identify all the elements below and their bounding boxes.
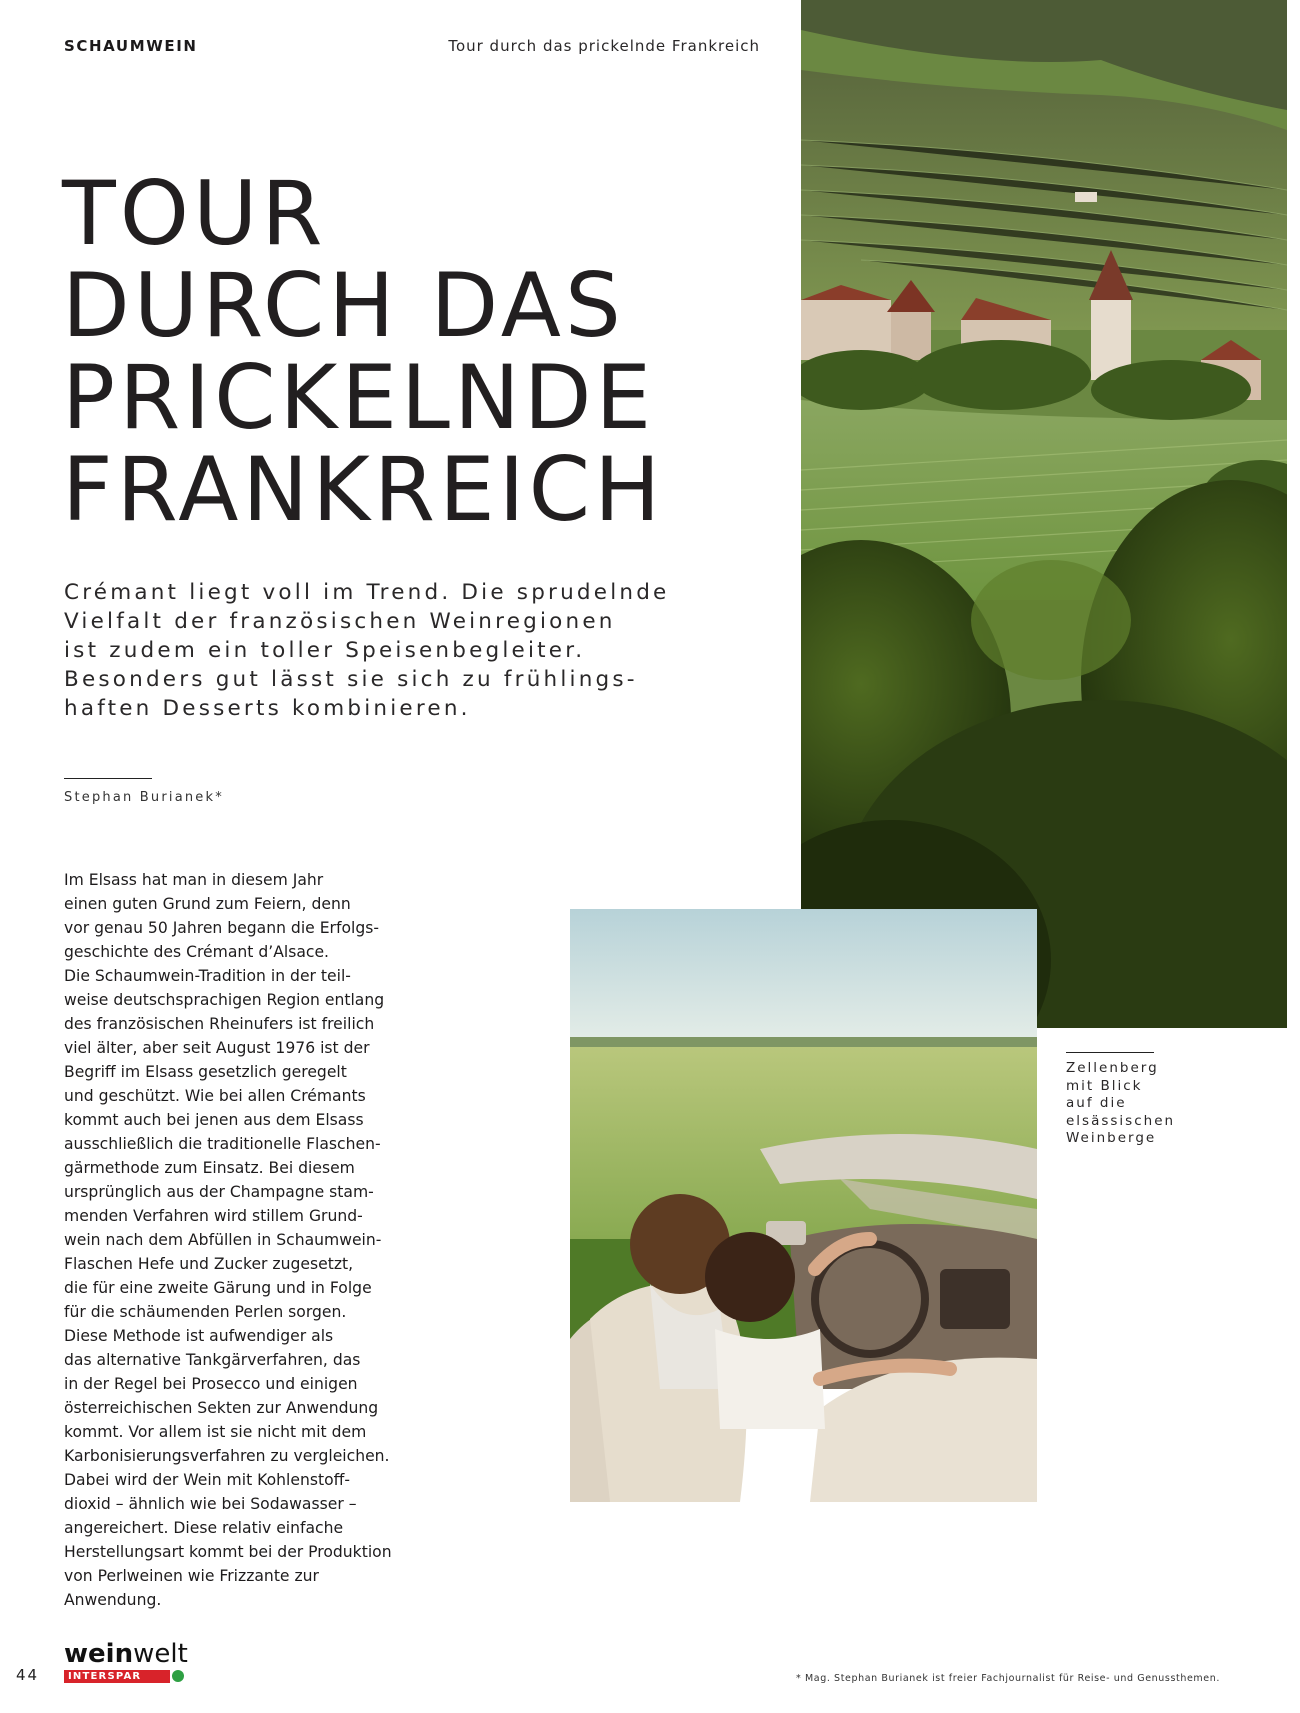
body-line: ausschließlich die traditionelle Flaschen- xyxy=(64,1135,381,1153)
body-line: Die Schaumwein-Tradition in der teil- xyxy=(64,967,351,985)
caption-rule xyxy=(1066,1052,1154,1053)
body-line: einen guten Grund zum Feiern, denn xyxy=(64,895,351,913)
headline-line: DURCH DAS xyxy=(62,254,625,357)
footnote: * Mag. Stephan Burianek ist freier Fachjournalist für Reise- und Genussthemen. xyxy=(796,1673,1220,1684)
photo-caption xyxy=(1066,1060,1175,1148)
logo-word-bold: wein xyxy=(64,1639,134,1669)
body-line: menden Verfahren wird stillem Grund- xyxy=(64,1207,363,1225)
leaf-icon xyxy=(172,1670,184,1682)
body-line: für die schäumenden Perlen sorgen. xyxy=(64,1303,347,1321)
logo-interspar-bar xyxy=(64,1670,170,1683)
caption-line: elsässischen xyxy=(1066,1112,1176,1129)
vineyard-photo xyxy=(801,0,1287,1028)
headline-line: TOUR xyxy=(62,162,327,265)
body-line: des französischen Rheinufers ist freilich xyxy=(64,1015,375,1033)
logo-word-light: welt xyxy=(133,1639,188,1669)
headline-line: FRANKREICH xyxy=(62,438,665,541)
body-line: Im Elsass hat man in diesem Jahr xyxy=(64,871,324,889)
body-line: vor genau 50 Jahren begann die Erfolgs- xyxy=(64,919,379,937)
body-line: dioxid – ähnlich wie bei Sodawasser – xyxy=(64,1495,357,1513)
body-line: die für eine zweite Gärung und in Folge xyxy=(64,1279,372,1297)
body-line: wein nach dem Abfüllen in Schaumwein- xyxy=(64,1231,382,1249)
body-line: Anwendung. xyxy=(64,1591,162,1609)
author-byline: Stephan Burianek* xyxy=(64,790,224,805)
caption-line: auf die xyxy=(1066,1095,1127,1111)
lead-line: Besonders gut lässt sie sich zu frühlings- xyxy=(64,667,638,692)
lead-line: Vielfalt der französischen Weinregionen xyxy=(64,609,616,634)
headline xyxy=(62,162,665,541)
convertible-photo xyxy=(570,909,1037,1502)
logo-wordmark xyxy=(64,1639,188,1669)
body-line: ursprünglich aus der Champagne stam- xyxy=(64,1183,374,1201)
lead-line: haften Desserts kombinieren. xyxy=(64,696,471,721)
author-rule xyxy=(64,778,152,779)
caption-line: Zellenberg xyxy=(1066,1060,1159,1076)
body-line: Begriff im Elsass gesetzlich geregelt xyxy=(64,1063,347,1081)
body-line: Diese Methode ist aufwendiger als xyxy=(64,1327,334,1345)
lead-line: Crémant liegt voll im Trend. Die sprudelnde xyxy=(64,580,670,605)
body-line: Dabei wird der Wein mit Kohlenstoff- xyxy=(64,1471,350,1489)
lead-paragraph xyxy=(64,578,704,723)
body-line: Karbonisierungsverfahren zu vergleichen. xyxy=(64,1447,390,1465)
body-line: weise deutschsprachigen Region entlang xyxy=(64,991,385,1009)
caption-line: Weinberge xyxy=(1066,1130,1157,1146)
section-label: SCHAUMWEIN xyxy=(64,37,198,55)
logo-bar-text: INTERSPAR xyxy=(68,1671,142,1682)
body-line: gärmethode zum Einsatz. Bei diesem xyxy=(64,1159,355,1177)
headline-line: PRICKELNDE xyxy=(62,346,656,449)
body-line: viel älter, aber seit August 1976 ist der xyxy=(64,1039,370,1057)
body-text xyxy=(64,868,464,1612)
body-line: von Perlweinen wie Frizzante zur xyxy=(64,1567,319,1585)
body-line: geschichte des Crémant d’Alsace. xyxy=(64,943,330,961)
weinwelt-interspar-logo xyxy=(64,1639,188,1686)
body-line: kommt auch bei jenen aus dem Elsass xyxy=(64,1111,364,1129)
running-title: Tour durch das prickelnde Frankreich xyxy=(448,37,760,55)
body-line: österreichischen Sekten zur Anwendung xyxy=(64,1399,379,1417)
body-line: Flaschen Hefe und Zucker zugesetzt, xyxy=(64,1255,354,1273)
body-line: kommt. Vor allem ist sie nicht mit dem xyxy=(64,1423,367,1441)
body-line: und geschützt. Wie bei allen Crémants xyxy=(64,1087,366,1105)
lead-line: ist zudem ein toller Speisenbegleiter. xyxy=(64,638,586,663)
body-line: das alternative Tankgärverfahren, das xyxy=(64,1351,361,1369)
caption-line: mit Blick xyxy=(1066,1077,1143,1094)
page-number: 44 xyxy=(16,1666,40,1684)
body-line: angereichert. Diese relativ einfache xyxy=(64,1519,344,1537)
body-line: Herstellungsart kommt bei der Produktion xyxy=(64,1543,392,1561)
body-line: in der Regel bei Prosecco und einigen xyxy=(64,1375,358,1393)
